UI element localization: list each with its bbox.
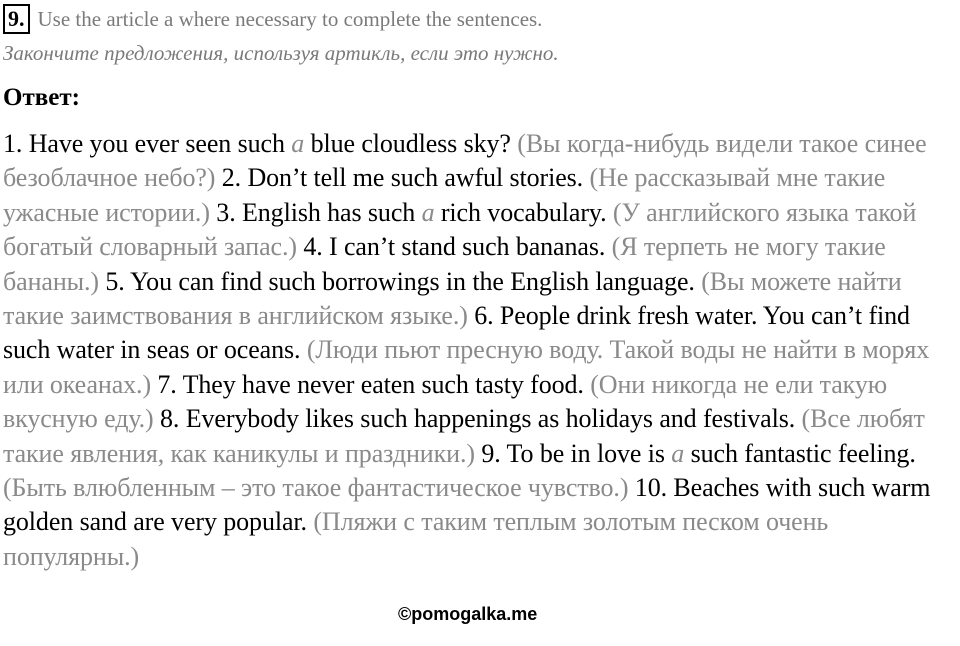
answer-label: Ответ: [3, 84, 80, 111]
sentence-en: 4. I can’t stand such bananas. [296, 232, 606, 262]
task-number: 9. [3, 4, 30, 34]
sentence-en: 1. Have you ever seen such [3, 129, 292, 158]
sentence-en-end: such fantastic feeling. [684, 438, 916, 468]
sentence-en: 3. English has such [209, 197, 422, 227]
sentence-translation: (Вы можете найти такие заимствования в английском языке.) [3, 266, 902, 331]
task-header [3, 4, 542, 34]
sentence-translation: (Люди пьют пресную воду. Такой воды не найти в морях или океанах.) [3, 335, 930, 399]
sentence-en-end: blue cloudless sky? [304, 129, 511, 158]
sentence-translation: (Они никогда не ели такую вкусную еду.) [3, 369, 888, 434]
sentence-translation: (Все любят такие явления, как каникулы и праздники.) [3, 404, 925, 468]
sentence-translation: (Быть влюбленным – это такое фантастическое чувство.) [3, 473, 629, 503]
sentence-translation: (Не рассказывай мне такие ужасные истории.) [3, 163, 886, 227]
sentence-en: 6. People drink fresh water. You can’t find such water in seas or oceans. [3, 301, 910, 365]
sentence-translation: (Я терпеть не могу такие бананы.) [3, 232, 886, 296]
sentence-en: 9. To be in love is [474, 438, 672, 468]
sentence-translation: (У английского языка такой богатый словарный запас.) [3, 197, 917, 262]
sentence-en: 7. They have never eaten such tasty food. [151, 369, 584, 399]
sentence-en: 2. Don’t tell me such awful stories. [215, 163, 584, 193]
sentence-en: 5. You can find such borrowings in the English language. [98, 266, 695, 296]
watermark: ©pomogalka.me [398, 604, 538, 624]
sentence-translation: (Пляжи с таким теплым золотым песком очень популярны.) [3, 507, 829, 571]
sentence-en: 10. Beaches with such warm golden sand are very popular. [3, 473, 931, 537]
article: a [671, 438, 685, 468]
task-instruction-en: Use the article a where necessary to complete the sentences. [37, 6, 543, 31]
article: a [421, 197, 435, 227]
sentence-en-end: rich vocabulary. [434, 197, 607, 227]
answer-text [3, 127, 951, 574]
sentence-translation: (Вы когда-нибудь видели такое синее безоблачное небо?) [3, 129, 927, 193]
task-instruction-ru: Закончите предложения, используя артикль, если это нужно. [3, 41, 559, 65]
sentence-en: 8. Everybody likes such happenings as holidays and festivals. [153, 404, 796, 434]
article: a [291, 129, 305, 158]
